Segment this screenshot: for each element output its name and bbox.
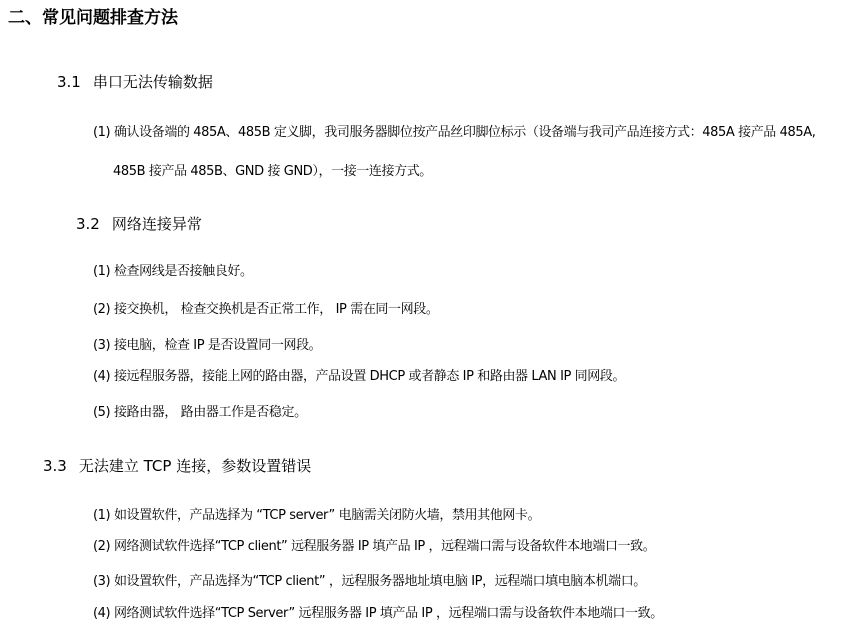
list-item: (4) 网络测试软件选择“TCP Server” 远程服务器 IP 填产品 IP ，远程端口需与设备软件本地端口一致。 — [93, 606, 663, 621]
subsection-title: 网络连接异常 — [111, 215, 202, 233]
subsection-3-3-heading — [43, 456, 311, 476]
subsection-number: 3.2 — [76, 215, 100, 233]
list-item: (5) 接路由器， 路由器工作是否稳定。 — [93, 405, 307, 420]
subsection-3-2-heading — [76, 214, 202, 234]
list-item: (2) 接交换机， 检查交换机是否正常工作， IP 需在同一网段。 — [93, 302, 439, 317]
paragraph-line: (1) 确认设备端的 485A、485B 定义脚，我司服务器脚位按产品丝印脚位标示（设备端与我司产品连接方式：485A 接产品 485A, — [93, 125, 816, 140]
list-item: (1) 如设置软件，产品选择为 “TCP server” 电脑需关闭防火墙，禁用其他网卡。 — [93, 508, 541, 523]
subsection-title: 串口无法传输数据 — [92, 73, 213, 91]
section-title: 二、常见问题排查方法 — [8, 8, 178, 28]
list-item: (3) 如设置软件，产品选择为“TCP client” ，远程服务器地址填电脑 IP，远程端口填电脑本机端口。 — [93, 574, 646, 589]
list-item: (2) 网络测试软件选择“TCP client” 远程服务器 IP 填产品 IP ，远程端口需与设备软件本地端口一致。 — [93, 539, 656, 554]
list-item: (3) 接电脑，检查 IP 是否设置同一网段。 — [93, 338, 322, 353]
subsection-number: 3.3 — [43, 457, 67, 475]
subsection-number: 3.1 — [57, 73, 81, 91]
subsection-3-1-heading — [57, 72, 213, 92]
list-item: (4) 接远程服务器，接能上网的路由器，产品设置 DHCP 或者静态 IP 和路由器 LAN IP 同网段。 — [93, 369, 626, 384]
paragraph-line: 485B 接产品 485B、GND 接 GND），一接一连接方式。 — [113, 164, 432, 179]
list-item: (1) 检查网线是否接触良好。 — [93, 264, 253, 279]
subsection-title: 无法建立 TCP 连接，参数设置错误 — [78, 457, 312, 475]
